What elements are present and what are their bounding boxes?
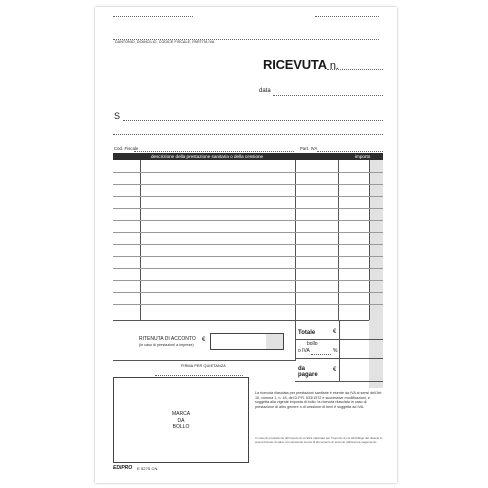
to-pay-label-2: pagare — [298, 372, 318, 378]
stamp-box-line-2: DA — [177, 417, 185, 424]
stamp-label: bollo — [307, 341, 318, 347]
withholding-label: RITENUTA DI ACCONTO — [139, 336, 196, 342]
col-description-header: descrizione della prestazione sanitaria o della cessione — [151, 154, 264, 159]
receipt-number-field[interactable] — [327, 69, 383, 70]
stamp-box-line-3: BOLLO — [172, 424, 190, 430]
receipt-number-label: n. — [329, 60, 339, 72]
revenue-stamp-box — [113, 377, 249, 463]
recipient-field[interactable] — [123, 120, 383, 121]
table-header — [113, 153, 383, 160]
date-field[interactable] — [273, 95, 383, 96]
signature-label: FIRMA PER QUIETANZA — [181, 364, 226, 368]
receipt-title-text: RICEVUTA — [263, 57, 327, 72]
legal-notes-2: In caso di prestazione all'importo di un'altra rilasciata per l'importo di cui all'obbligo del rilascio in proporzionato di salvo comunicando senza di documento di acconto dall'ancora pagamento. — [255, 436, 383, 444]
items-table[interactable] — [113, 160, 383, 321]
withholding-sub: (in caso di prestazioni a imprese) — [139, 343, 194, 347]
product-code: E 5275 CN — [137, 466, 158, 471]
to-pay-label-1: da — [298, 366, 306, 372]
percent-symbol: % — [333, 348, 338, 354]
signature-field[interactable] — [155, 375, 243, 376]
col-amount-header: importo — [355, 154, 371, 159]
vat-label: Part. IVA — [300, 146, 318, 151]
recipient-field-2[interactable] — [113, 134, 383, 135]
vat-short-label: o IVA — [298, 348, 310, 354]
brand-logo: EDIPRO — [113, 465, 133, 471]
withholding-euro: € — [202, 337, 206, 343]
vat-percent-field[interactable] — [311, 354, 331, 355]
issuer-note: DANTONIO, DOMICILIO, CODICE FISCALE, PARTITA IVA — [115, 40, 215, 44]
totals-section — [295, 320, 383, 388]
vat-field[interactable] — [317, 151, 383, 152]
fiscal-code-field[interactable] — [134, 151, 294, 152]
issuer-area — [113, 13, 379, 43]
withholding-amount-field[interactable] — [210, 333, 284, 350]
fiscal-code-label: Cod. Fiscale — [114, 146, 139, 151]
recipient-label: S — [114, 111, 121, 121]
withholding-section — [113, 320, 296, 361]
stamp-box-text — [114, 411, 248, 431]
total-label: Totale — [298, 330, 316, 336]
to-pay-euro: € — [333, 367, 337, 373]
legal-notes: La ricevuta rilasciata per prestazioni sanitarie è esente da IVA ai sensi dell'Art. 10, comma 1, n. 18, del D.P.R. 633/1972 e successive modificazioni, e soggetta alla vigente imposta di bollo; la ricevuta rilasciata in caso di prestazione di altro genere o di cessione di beni è soggetta ad IVA. — [255, 391, 383, 409]
receipt-form-sheet — [95, 7, 397, 483]
total-euro: € — [333, 329, 337, 335]
date-label: data — [259, 88, 271, 94]
stamp-box-line-1: MARCA — [171, 411, 191, 417]
